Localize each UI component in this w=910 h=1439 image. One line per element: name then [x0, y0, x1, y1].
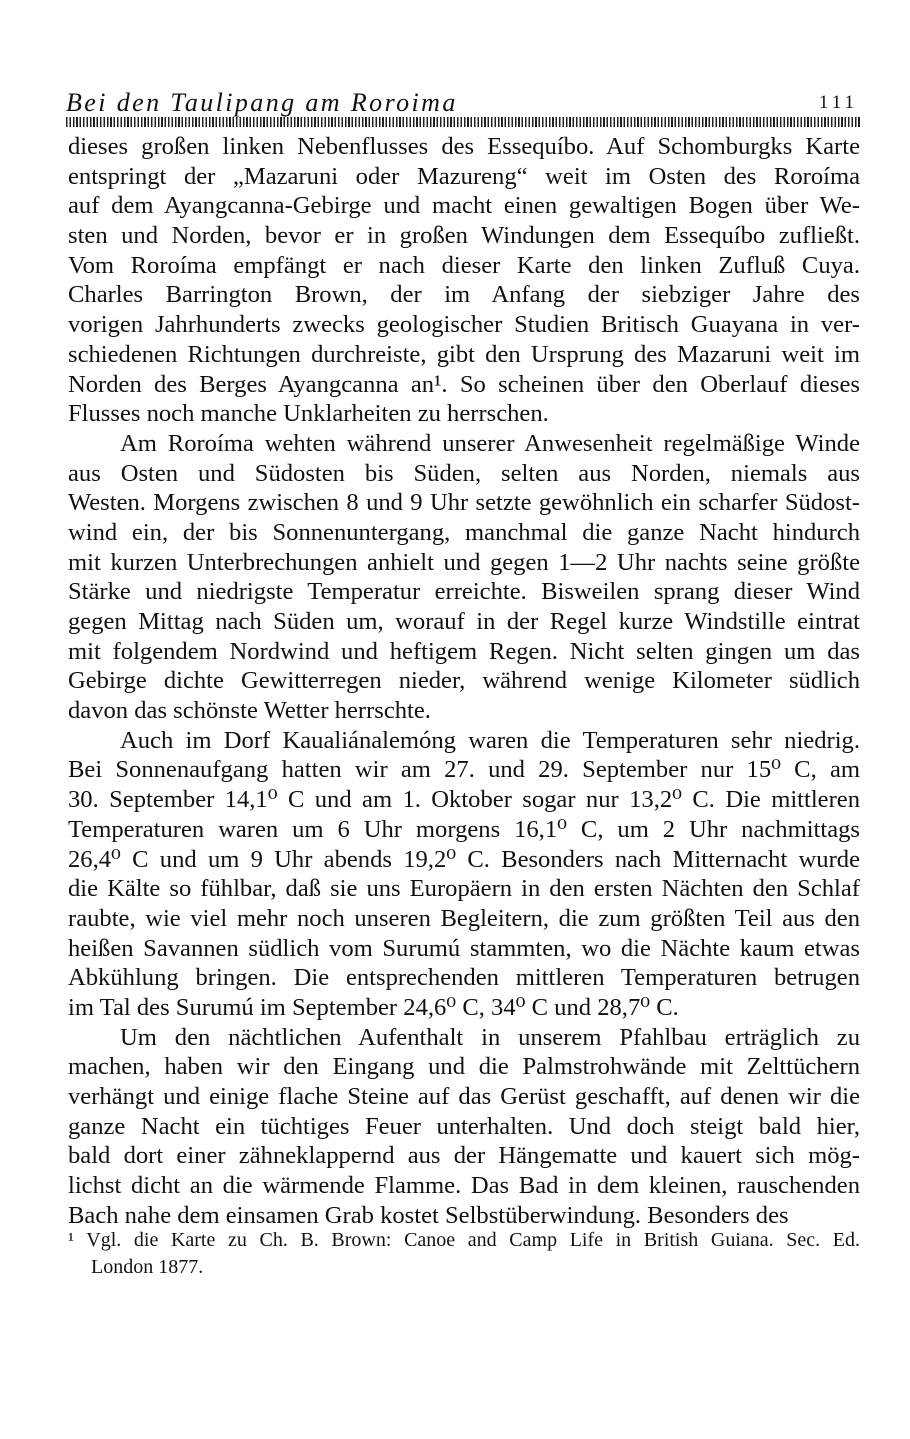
- text-line: sten und Norden, bevor er in großen Windungen dem Essequíbo zufließt.: [68, 222, 860, 250]
- text-line: Gebirge dichte Gewitterregen nieder, während wenige Kilometer südlich: [68, 667, 860, 695]
- text-line: 26,4⁰ C und um 9 Uhr abends 19,2⁰ C. Besonders nach Mitternacht wurde: [68, 845, 860, 873]
- paragraph: [68, 132, 860, 429]
- text-line: Am Roroíma wehten während unserer Anwesenheit regelmäßige Winde: [120, 429, 860, 457]
- text-line: bald dort einer zähneklappernd aus der Hängematte und kauert sich mög-: [68, 1142, 860, 1170]
- text-line: Westen. Morgens zwischen 8 und 9 Uhr setzte gewöhnlich ein scharfer Südost-: [68, 489, 860, 517]
- text-line: wind ein, der bis Sonnenuntergang, manchmal die ganze Nacht hindurch: [68, 518, 860, 546]
- text-line: Stärke und niedrigste Temperatur erreichte. Bisweilen sprang dieser Wind: [68, 578, 860, 606]
- text-line: raubte, wie viel mehr noch unseren Begleitern, die zum größten Teil aus den: [68, 904, 860, 932]
- text-line: Bei Sonnenaufgang hatten wir am 27. und 29. September nur 15⁰ C, am: [68, 756, 860, 784]
- text-line: Norden des Berges Ayangcanna an¹. So scheinen über den Oberlauf dieses: [68, 370, 860, 398]
- page-number: 111: [818, 92, 858, 113]
- text-line: Um den nächtlichen Aufenthalt in unserem Pfahlbau erträglich zu: [120, 1023, 860, 1051]
- running-head: [66, 88, 858, 118]
- text-line: die Kälte so fühlbar, daß sie uns Europäern in den ersten Nächten den Schlaf: [68, 875, 860, 903]
- text-line: machen, haben wir den Eingang und die Palmstrohwände mit Zelttüchern: [68, 1053, 860, 1081]
- text-line: gegen Mittag nach Süden um, worauf in der Regel kurze Windstille eintrat: [68, 608, 860, 635]
- text-line: Vom Roroíma empfängt er nach dieser Karte den linken Zufluß Cuya.: [68, 251, 860, 279]
- footnote-line: ¹ Vgl. die Karte zu Ch. B. Brown: Canoe and Camp Life in British Guiana. Sec. Ed.: [68, 1229, 860, 1251]
- text-line: lichst dicht an die wärmende Flamme. Das Bad in dem kleinen, rauschenden: [68, 1172, 860, 1200]
- text-line: Charles Barrington Brown, der im Anfang der siebziger Jahre des: [68, 281, 860, 309]
- paragraph: [68, 429, 860, 726]
- text-line: 30. September 14,1⁰ C und am 1. Oktober sogar nur 13,2⁰ C. Die mittleren: [68, 786, 860, 814]
- text-line: Flusses noch manche Unklarheiten zu herrschen.: [68, 400, 549, 428]
- text-line: dieses großen linken Nebenflusses des Essequíbo. Auf Schomburgks Karte: [68, 133, 860, 160]
- text-line: entspringt der „Mazaruni oder Mazureng“ weit im Osten des Roroíma: [68, 162, 860, 190]
- text-line: aus Osten und Südosten bis Süden, selten aus Norden, niemals aus: [68, 459, 860, 487]
- text-line: mit kurzen Unterbrechungen anhielt und gegen 1—2 Uhr nachts seine größte: [68, 548, 860, 576]
- text-line: mit folgendem Nordwind und heftigem Regen. Nicht selten gingen um das: [68, 637, 860, 665]
- paragraph: [68, 1023, 860, 1231]
- text-line: davon das schönste Wetter herrschte.: [68, 697, 431, 725]
- text-line: Temperaturen waren um 6 Uhr morgens 16,1⁰ C, um 2 Uhr nachmittags: [68, 815, 860, 843]
- running-title: Bei den Taulipang am Roroima: [66, 88, 458, 117]
- text-line: Bach nahe dem einsamen Grab kostet Selbstüberwindung. Besonders des: [68, 1201, 789, 1229]
- paragraph: [68, 726, 860, 1023]
- text-line: heißen Savannen südlich vom Surumú stammten, wo die Nächte kaum etwas: [68, 934, 860, 962]
- text-line: im Tal des Surumú im September 24,6⁰ C, 34⁰ C und 28,7⁰ C.: [68, 993, 679, 1021]
- text-line: auf dem Ayangcanna-Gebirge und macht einen gewaltigen Bogen über We-: [68, 192, 860, 220]
- text-line: ganze Nacht ein tüchtiges Feuer unterhalten. Und doch steigt bald hier,: [68, 1112, 860, 1140]
- text-line: Auch im Dorf Kaualiánalemóng waren die Temperaturen sehr niedrig.: [120, 726, 860, 754]
- body-text: [68, 132, 860, 1230]
- text-line: Abkühlung bringen. Die entsprechenden mittleren Temperaturen betrugen: [68, 964, 860, 992]
- footnote-line: London 1877.: [91, 1256, 204, 1278]
- footnotes: [68, 1227, 860, 1281]
- footnote: [68, 1227, 860, 1281]
- text-line: vorigen Jahrhunderts zwecks geologischer Studien Britisch Guayana in ver-: [68, 311, 860, 339]
- text-line: verhängt und einige flache Steine auf das Gerüst geschafft, auf denen wir die: [68, 1083, 860, 1110]
- ornament-rule: [66, 117, 860, 127]
- text-line: schiedenen Richtungen durchreiste, gibt den Ursprung des Mazaruni weit im: [68, 340, 860, 368]
